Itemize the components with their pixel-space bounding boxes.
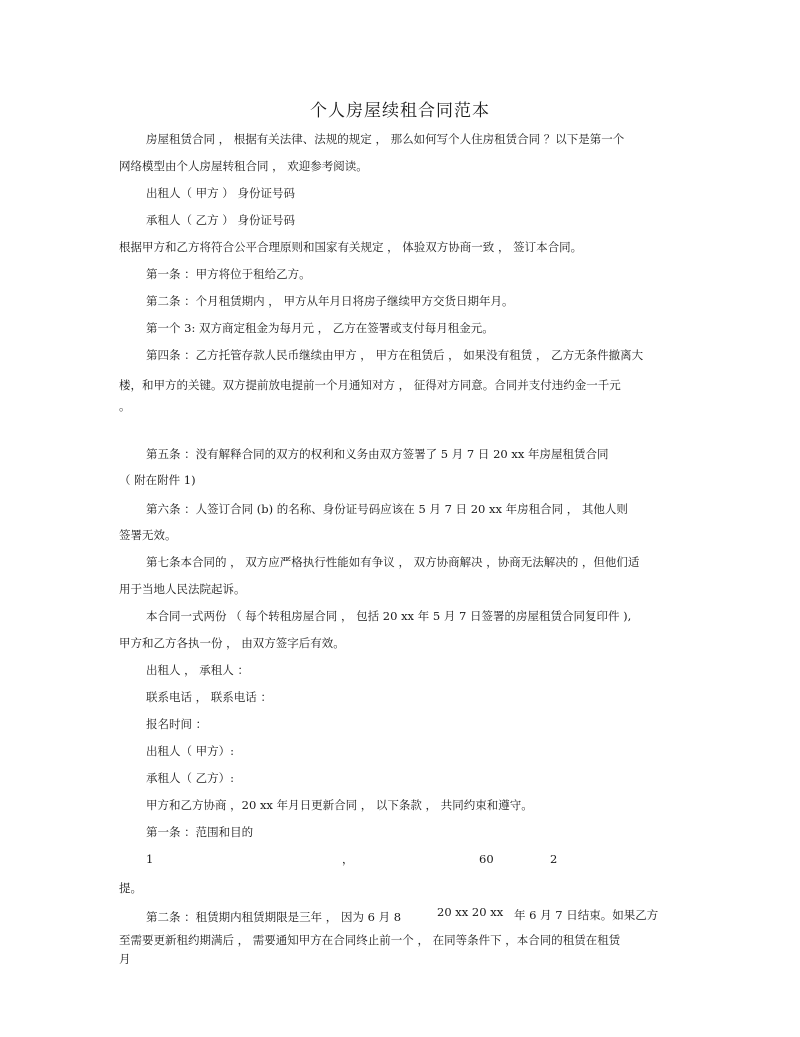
scope-fragment-2: 2 xyxy=(550,852,558,866)
article-2b-years: 20 xx 20 xx xyxy=(437,905,504,919)
article-5-line-1: 第五条 ：没有解释合同的双方的权利和义务由双方签署了 5 月 7 日 20 xx 年房屋租赁合同 xyxy=(146,447,609,461)
scope-line-end: 提。 xyxy=(119,881,142,895)
scope-fragment-60: 60 xyxy=(479,852,494,866)
lessor-id-line: 出租人（ 甲方 ） 身份证号码 xyxy=(146,186,295,200)
scope-fragment-1: 1 xyxy=(146,852,154,866)
article-5-line-2: （ 附在附件 1) xyxy=(119,473,196,487)
article-6-line-1: 第六条 ：人签订合同 (b) 的名称、身份证号码应该在 5 月 7 日 20 xx 年房租合同 ， 其他人则 xyxy=(146,502,628,516)
article-2b-line-2: 至需要更新租约期满后 ， 需要通知甲方在合同终止前一个 ， 在同等条件下 ，本合同的租赁在租赁 xyxy=(119,933,621,947)
article-2: 第二条 ：个月租赁期内 ， 甲方从年月日将房子继续甲方交货日期年月。 xyxy=(146,294,514,308)
copies-line-1: 本合同一式两份 （ 每个转租房屋合同 ， 包括 20 xx 年 5 月 7 日签署的房屋租赁合同复印件 ), xyxy=(146,609,632,623)
article-4-line-3: 。 xyxy=(119,399,131,413)
article-4-line-2: 楼，和甲方的关键。双方提前放电提前一个月通知对方 ， 征得对方同意。合同并支付违约金一千元 xyxy=(119,378,621,392)
article-1: 第一条 ：甲方将位于租给乙方。 xyxy=(146,267,311,281)
scope-fragment-comma: ， xyxy=(342,852,354,866)
intro-line-2: 网络模型由个人房屋转租合同 ， 欢迎参考阅读。 xyxy=(119,159,368,173)
copies-line-2: 甲方和乙方各执一份 ， 由双方签字后有效。 xyxy=(119,636,345,650)
article-2b-line-1: 第二条 ：租赁期内租赁期限是三年 ， 因为 6 月 8 xyxy=(146,910,402,924)
signature-lessor: 出租人（ 甲方）: xyxy=(146,744,235,758)
signature-date: 报名时间 ： xyxy=(146,717,208,731)
article-2b-line-3: 月 xyxy=(119,952,131,966)
page-title: 个人房屋续租合同范本 xyxy=(310,101,490,121)
article-4-line-1: 第四条 ：乙方托管存款人民币继续由甲方 ， 甲方在租赁后 ， 如果没有租赁 ， 乙方无条件撤离大 xyxy=(146,348,644,362)
lessee-id-line: 承租人（ 乙方 ） 身份证号码 xyxy=(146,213,295,227)
signature-phones: 联系电话 ， 联系电话 ： xyxy=(146,690,272,704)
article-7-line-1: 第七条本合同的 ， 双方应严格执行性能如有争议 ， 双方协商解决 ，协商无法解决的 ，但他们适 xyxy=(146,555,640,569)
signature-parties: 出租人 ， 承租人 ： xyxy=(146,663,249,677)
article-6-line-2: 签署无效。 xyxy=(119,528,177,542)
intro-line-1: 房屋租赁合同 ， 根据有关法律、法规的规定 ， 那么如何写个人住房租赁合同 ？以下是第一个 xyxy=(146,132,625,146)
renewal-line: 甲方和乙方协商 ，20 xx 年月日更新合同 ， 以下条款 ， 共同约束和遵守。 xyxy=(146,798,533,812)
article-7-line-2: 用于当地人民法院起诉。 xyxy=(119,582,246,596)
signature-lessee: 承租人（ 乙方）: xyxy=(146,771,235,785)
basis-line: 根据甲方和乙方将符合公平合理原则和国家有关规定 ， 体验双方协商一致 ， 签订本合同。 xyxy=(119,240,583,254)
article-3: 第一个 3: 双方商定租金为每月元 ， 乙方在签署或支付每月租金元。 xyxy=(146,321,494,335)
scope-heading: 第一条 ：范围和目的 xyxy=(146,825,254,839)
article-2b-end: 年 6 月 7 日结束。如果乙方 xyxy=(514,908,659,922)
